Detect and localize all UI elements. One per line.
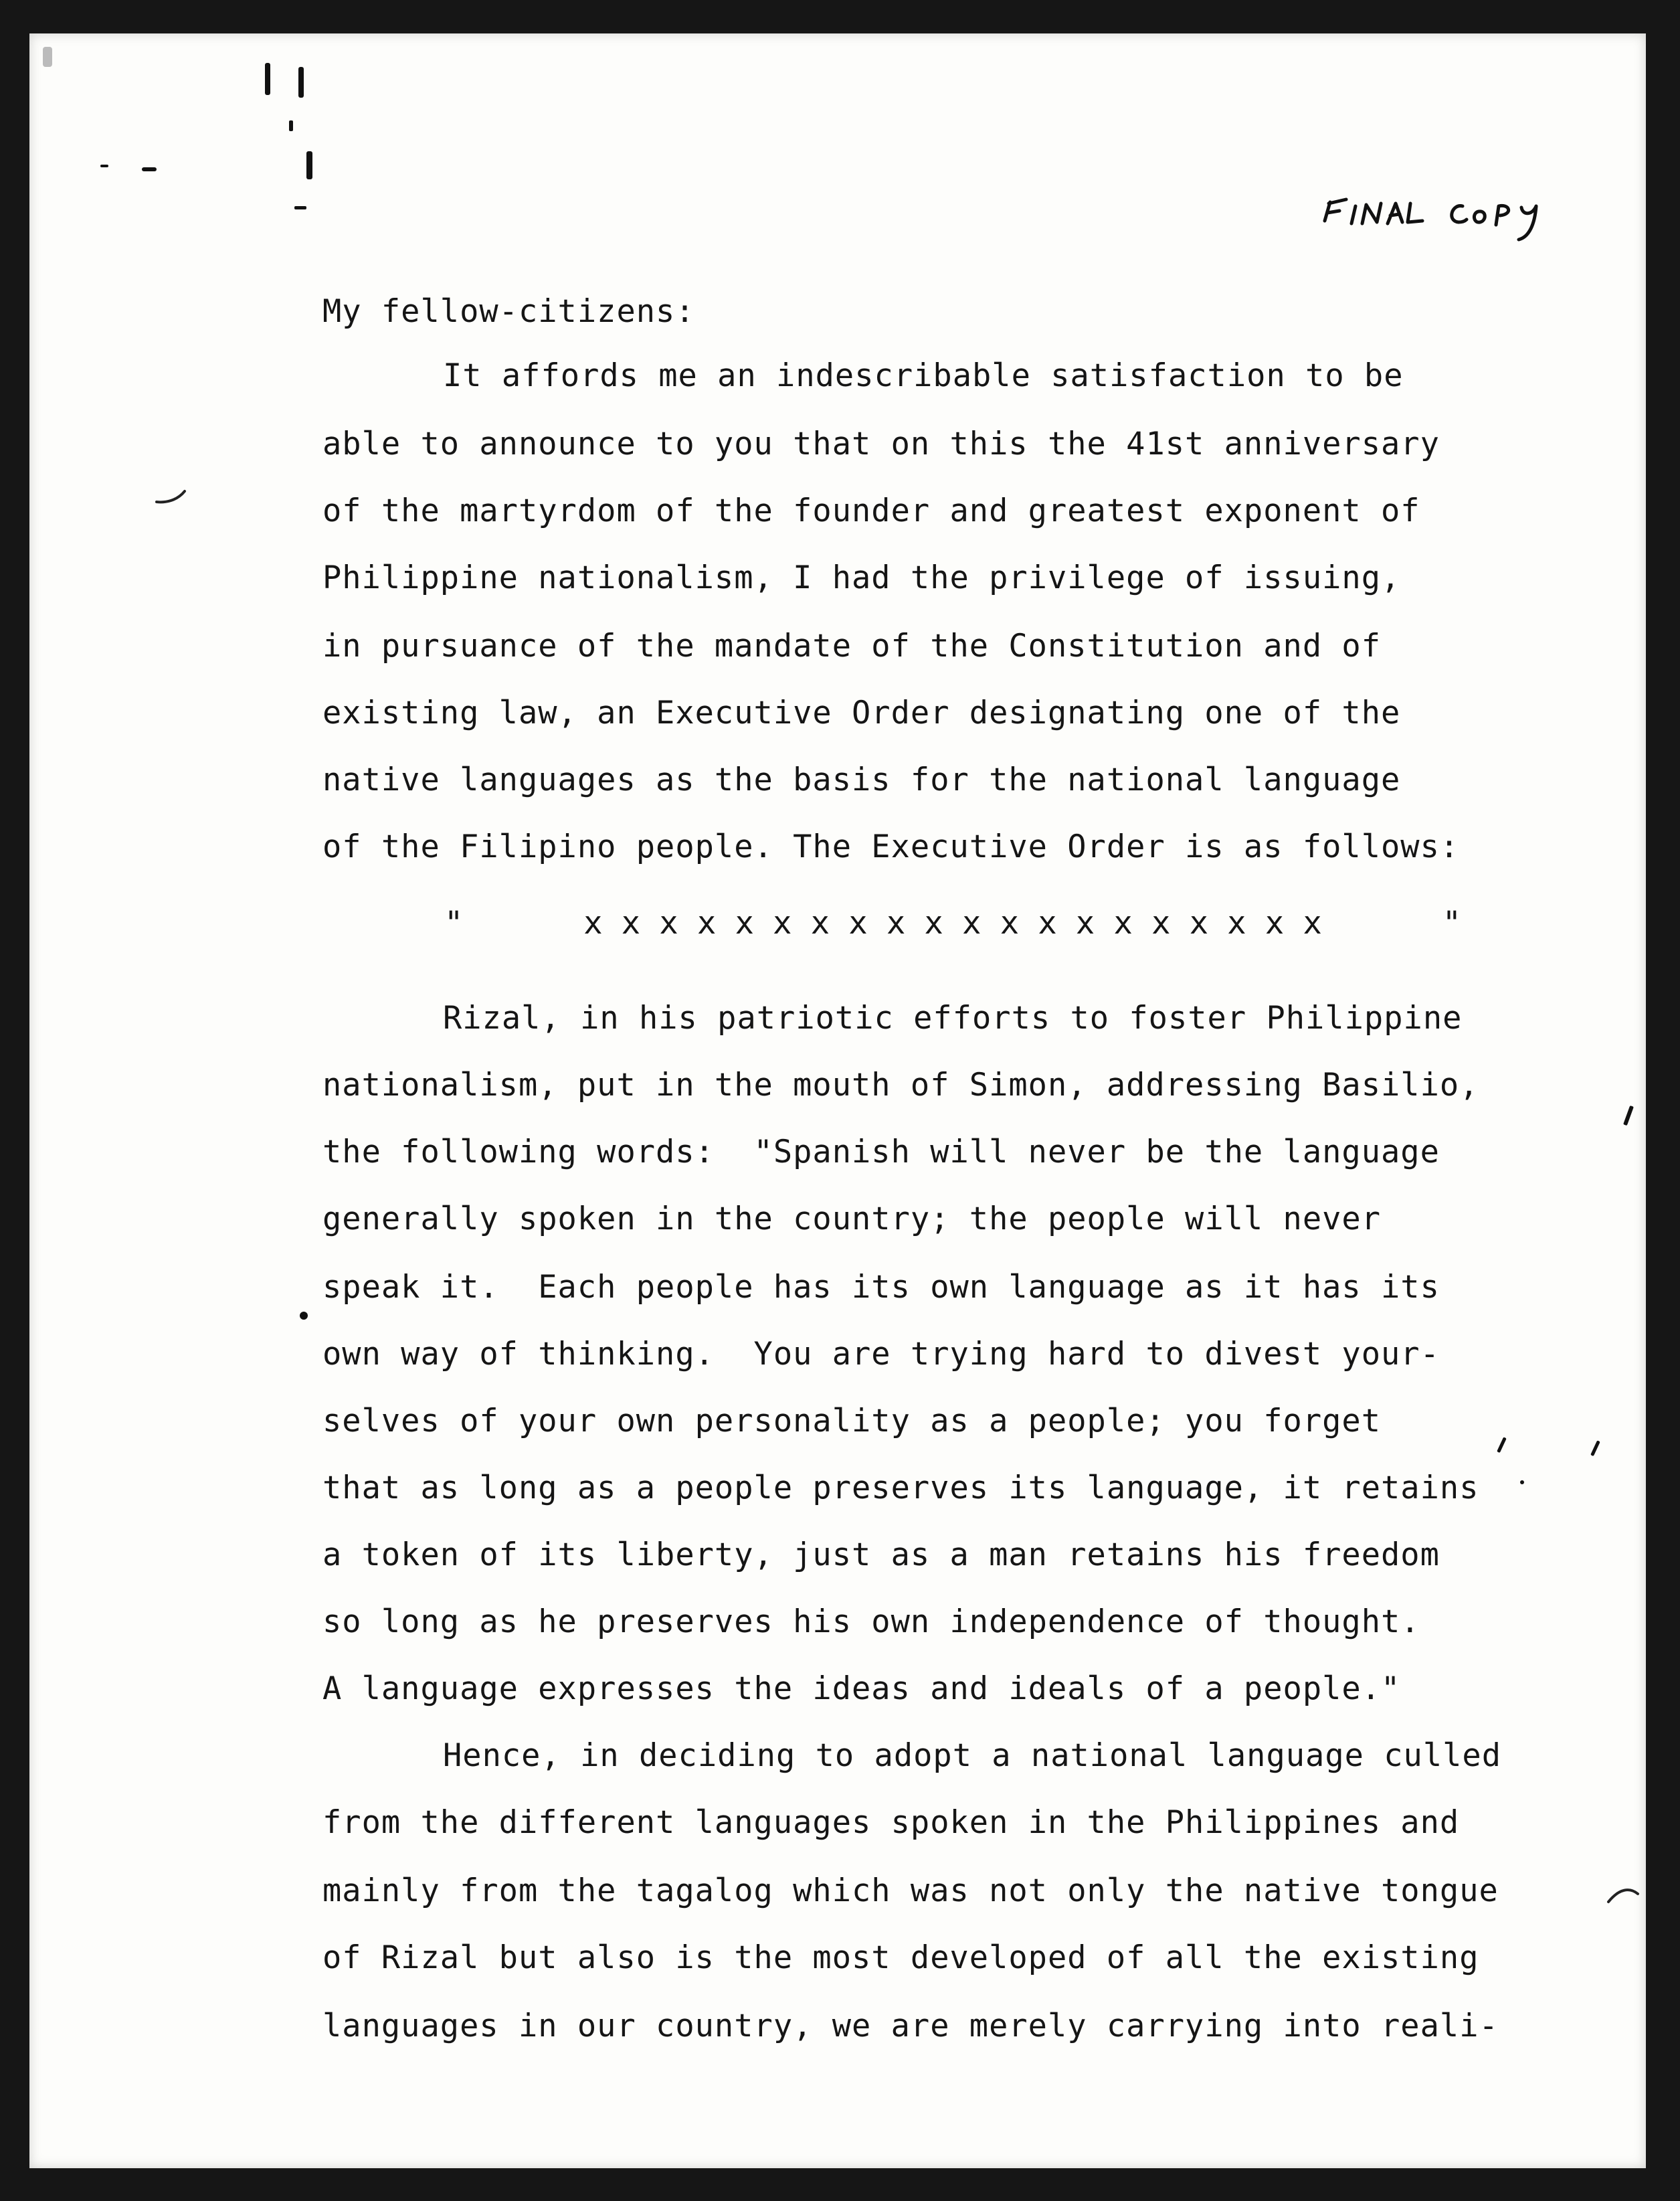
paragraph-2-line: generally spoken in the country; the people will never <box>322 1201 1382 1237</box>
executive-order-placeholder <box>444 905 1461 942</box>
paragraph-3-line: of Rizal but also is the most developed of all the existing <box>322 1939 1479 1976</box>
paragraph-2-line: nationalism, put in the mouth of Simon, addressing Basilio, <box>322 1067 1479 1104</box>
paragraph-1-line: of the Filipino people. The Executive Order is as follows: <box>322 828 1460 865</box>
paragraph-2-line: speak it. Each people has its own language as it has its <box>322 1269 1440 1306</box>
paragraph-1-line: of the martyrdom of the founder and greatest exponent of <box>322 493 1420 529</box>
paragraph-1-line: native languages as the basis for the national language <box>322 762 1401 798</box>
paragraph-2-line: so long as he preserves his own independence of thought. <box>322 1603 1420 1640</box>
paragraph-3-line: Hence, in deciding to adopt a national language culled <box>443 1737 1502 1774</box>
paragraph-3-line: languages in our country, we are merely carrying into reali- <box>322 2008 1499 2044</box>
paragraph-2-line: the following words: "Spanish will never be the language <box>322 1134 1440 1170</box>
paragraph-1-line: existing law, an Executive Order designating one of the <box>322 695 1401 731</box>
handwriting-drawing <box>1321 174 1628 248</box>
paragraph-1-line: in pursuance of the mandate of the Constitution and of <box>322 628 1382 665</box>
placeholder-x-row: x x x x x x x x x x x x x x x x x x x x <box>583 905 1322 942</box>
salutation: My fellow-citizens: <box>322 293 695 330</box>
paragraph-2-line: own way of thinking. You are trying hard to divest your- <box>322 1336 1440 1373</box>
paragraph-2-line: a token of its liberty, just as a man retains his freedom <box>322 1536 1440 1573</box>
open-quote: " <box>444 905 464 942</box>
paragraph-3-line: from the different languages spoken in the Philippines and <box>322 1804 1460 1841</box>
paragraph-2-line: Rizal, in his patriotic efforts to foster Philippine <box>443 1000 1463 1037</box>
paragraph-2-line: selves of your own personality as a people; you forget <box>322 1403 1382 1439</box>
paragraph-1-line: It affords me an indescribable satisfaction to be <box>443 357 1404 394</box>
paragraph-1-line: Philippine nationalism, I had the privilege of issuing, <box>322 559 1401 596</box>
typewritten-page <box>29 33 1646 2168</box>
paragraph-2-line: A language expresses the ideas and ideals of a people." <box>322 1670 1401 1707</box>
paragraph-1-line: able to announce to you that on this the 41st anniversary <box>322 426 1440 462</box>
handwritten-final-copy-note <box>1321 174 1628 248</box>
paragraph-2-line: that as long as a people preserves its language, it retains <box>322 1470 1479 1506</box>
paragraph-3-line: mainly from the tagalog which was not only the native tongue <box>322 1872 1499 1909</box>
close-quote: " <box>1442 905 1461 942</box>
